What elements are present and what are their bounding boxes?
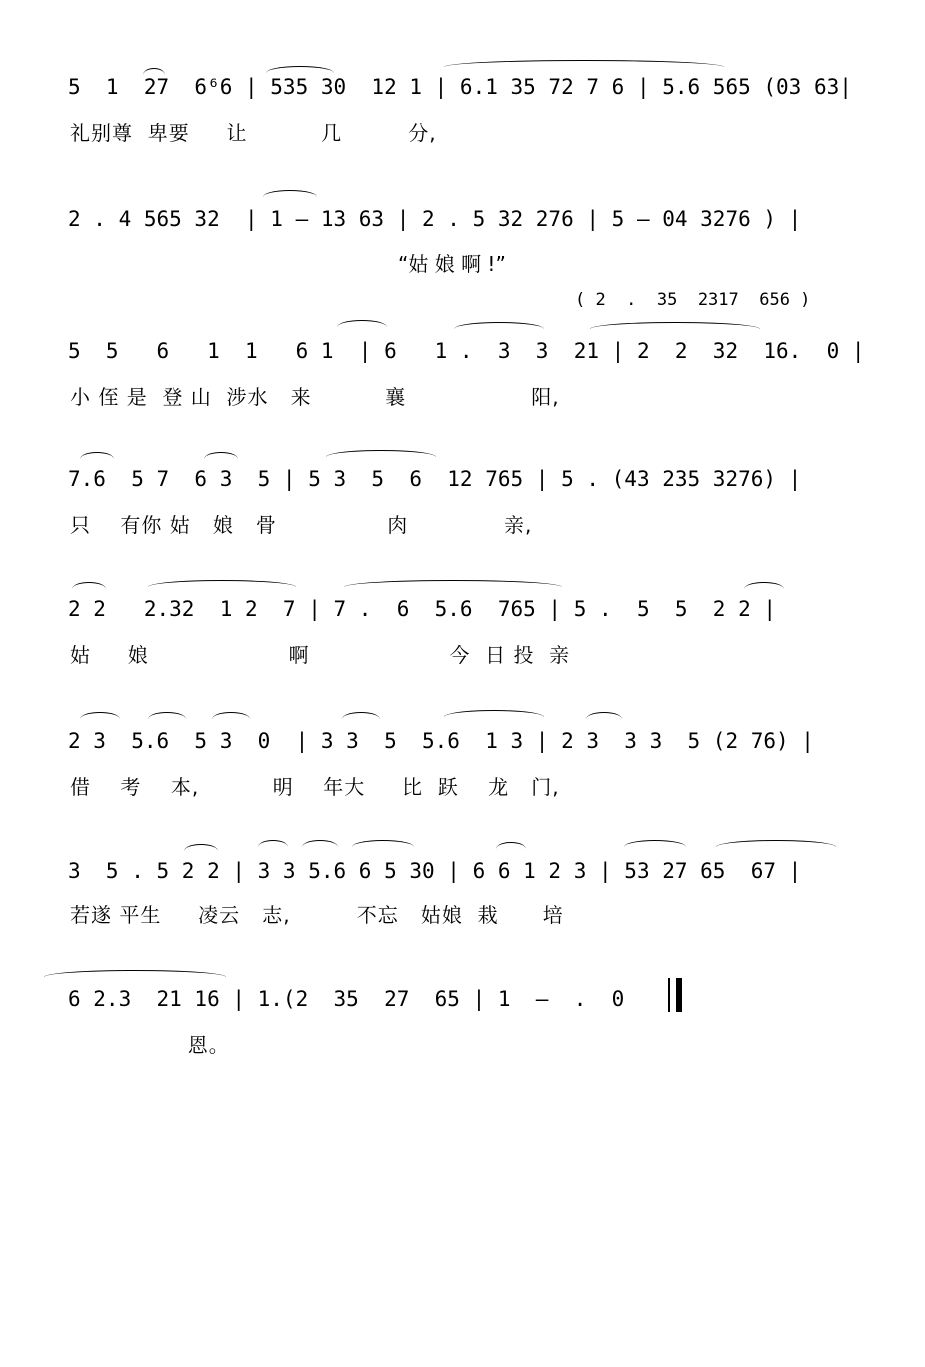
slur	[590, 322, 760, 329]
slur	[258, 840, 288, 847]
slur	[352, 840, 414, 847]
slur	[444, 60, 724, 67]
lyrics-line-8: 恩。	[70, 1033, 230, 1057]
slur	[143, 68, 165, 75]
slur	[302, 840, 338, 847]
slur	[444, 710, 544, 717]
lyrics-line-5: 姑 娘 啊 今 日 投 亲	[70, 643, 571, 667]
notation-line-1: 5 1 27 6⁶6 | 535 30 12 1 | 6.1 35 72 7 6 | 5.6 565 (03 63|	[68, 75, 852, 99]
slur	[44, 970, 226, 977]
slur	[148, 712, 186, 719]
slur	[344, 580, 562, 587]
slur	[266, 66, 334, 73]
slur	[744, 582, 784, 589]
spoken-interjection: “姑 娘 啊 !”	[398, 252, 506, 276]
slur	[148, 580, 296, 587]
slur	[72, 582, 106, 589]
slur	[263, 190, 317, 197]
slur	[80, 452, 114, 459]
lyrics-line-4: 只 有你 姑 娘 骨 肉 亲,	[70, 513, 533, 537]
slur	[326, 450, 436, 457]
slur	[454, 322, 544, 329]
slur	[586, 712, 622, 719]
slur	[342, 712, 380, 719]
lyrics-line-1: 礼别尊 卑要 让 几 分,	[70, 121, 437, 145]
slur	[337, 320, 387, 327]
lyrics-line-7: 若遂 平生 凌云 志, 不忘 姑娘 栽 培	[70, 903, 564, 927]
notation-line-6: 2 3 5.6 5 3 0 | 3 3 5 5.6 1 3 | 2 3 3 3 5 (2 76) |	[68, 729, 814, 753]
notation-line-2: 2 . 4 565 32 | 1 – 13 63 | 2 . 5 32 276 | 5 – 04 3276 ) |	[68, 207, 802, 231]
notation-line-4: 7.6 5 7 6 3 5 | 5 3 5 6 12 765 | 5 . (43 235 3276) |	[68, 467, 802, 491]
notation-line-7: 3 5 . 5 2 2 | 3 3 5.6 6 5 30 | 6 6 1 2 3 | 53 27 65 67 |	[68, 859, 802, 883]
slur	[184, 844, 218, 851]
notation-line-5: 2 2 2.32 1 2 7 | 7 . 6 5.6 765 | 5 . 5 5 2 2 |	[68, 597, 777, 621]
slur	[204, 452, 238, 459]
notation-line-8: 6 2.3 21 16 | 1.(2 35 27 65 | 1 – . 0	[68, 987, 625, 1011]
slur	[80, 712, 120, 719]
lyrics-line-6: 借 考 本, 明 年大 比 跃 龙 门,	[70, 775, 560, 799]
slur	[716, 840, 836, 847]
notation-line-3: 5 5 6 1 1 6 1 | 6 1 . 3 3 21 | 2 2 32 16. 0 |	[68, 339, 865, 363]
lyrics-line-3: 小 侄 是 登 山 涉水 来 襄 阳,	[70, 385, 560, 409]
final-barline	[676, 978, 682, 1012]
slur	[212, 712, 250, 719]
slur	[624, 840, 686, 847]
slur	[496, 842, 526, 849]
barline	[668, 978, 670, 1012]
interlude-notation: ( 2 . 35 2317 656 )	[575, 290, 811, 310]
